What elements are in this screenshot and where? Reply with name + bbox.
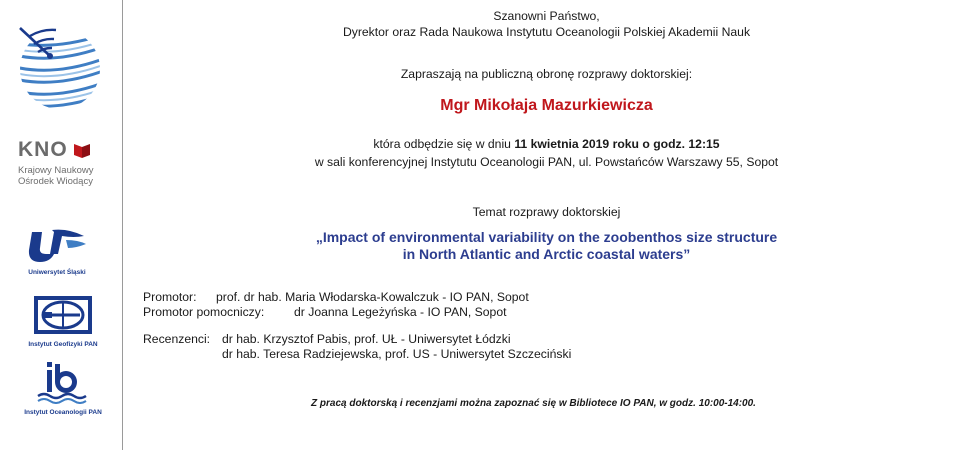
logo-sidebar — [0, 0, 122, 450]
kno-logo — [18, 138, 114, 187]
igf-caption: Instytut Geofizyki PAN — [28, 341, 98, 348]
kno-subtitle-1: Krajowy Naukowy — [18, 165, 94, 176]
us-caption: Uniwersytet Śląski — [28, 269, 86, 276]
kno-wordmark: KNO — [18, 138, 68, 161]
date-line — [123, 137, 970, 151]
topic-label: Temat rozprawy doktorskiej — [472, 205, 621, 219]
us-emblem-icon — [22, 226, 92, 264]
reviewer-2: dr hab. Teresa Radziejewska, prof. US - Uniwersytet Szczeciński — [222, 347, 572, 361]
book-icon — [73, 141, 91, 159]
candidate-name: Mgr Mikołaja Mazurkiewicza — [440, 97, 653, 114]
hosts-line: Dyrektor oraz Rada Naukowa Instytutu Oceanologii Polskiej Akademii Nauk — [342, 25, 751, 39]
reviewers-label: Recenzenci: — [143, 332, 211, 346]
copromotor-label: Promotor pomocniczy: — [143, 305, 265, 319]
promotor-label: Promotor: — [143, 290, 197, 304]
globe-logo — [16, 22, 104, 114]
globe-logo-icon — [16, 22, 104, 114]
date-prefix: która odbędzie się w dniu — [373, 137, 515, 151]
topic-line-1: „Impact of environmental variability on the zoobenthos size structure — [315, 229, 778, 245]
topic-line-2: in North Atlantic and Arctic coastal waters” — [402, 246, 691, 262]
iopan-emblem-icon — [18, 360, 108, 404]
invite-line: Zapraszają na publiczną obronę rozprawy doktorskiej: — [400, 67, 693, 81]
promotor-value: prof. dr hab. Maria Włodarska-Kowalczuk - IO PAN, Sopot — [216, 290, 529, 304]
footer-note: Z pracą doktorską i recenzjami można zapoznać się w Bibliotece IO PAN, w godz. 10:00-14:00. — [311, 398, 756, 409]
iopan-caption: Instytut Oceanologii PAN — [24, 409, 102, 416]
kno-subtitle-2: Ośrodek Wiodący — [18, 176, 93, 187]
igf-emblem-icon — [20, 294, 106, 336]
date-value: 11 kwietnia 2019 roku o godz. 12:15 — [514, 137, 720, 151]
copromotor-value: dr Joanna Legeżyńska - IO PAN, Sopot — [294, 305, 507, 319]
igf-logo — [20, 294, 106, 348]
iopan-logo — [18, 360, 108, 416]
us-logo — [22, 226, 92, 276]
greeting: Szanowni Państwo, — [493, 9, 600, 23]
invitation-body — [123, 0, 970, 450]
venue-line: w sali konferencyjnej Instytutu Oceanologii PAN, ul. Powstańców Warszawy 55, Sopot — [314, 155, 779, 169]
reviewer-1: dr hab. Krzysztof Pabis, prof. UŁ - Uniwersytet Łódzki — [222, 332, 511, 346]
